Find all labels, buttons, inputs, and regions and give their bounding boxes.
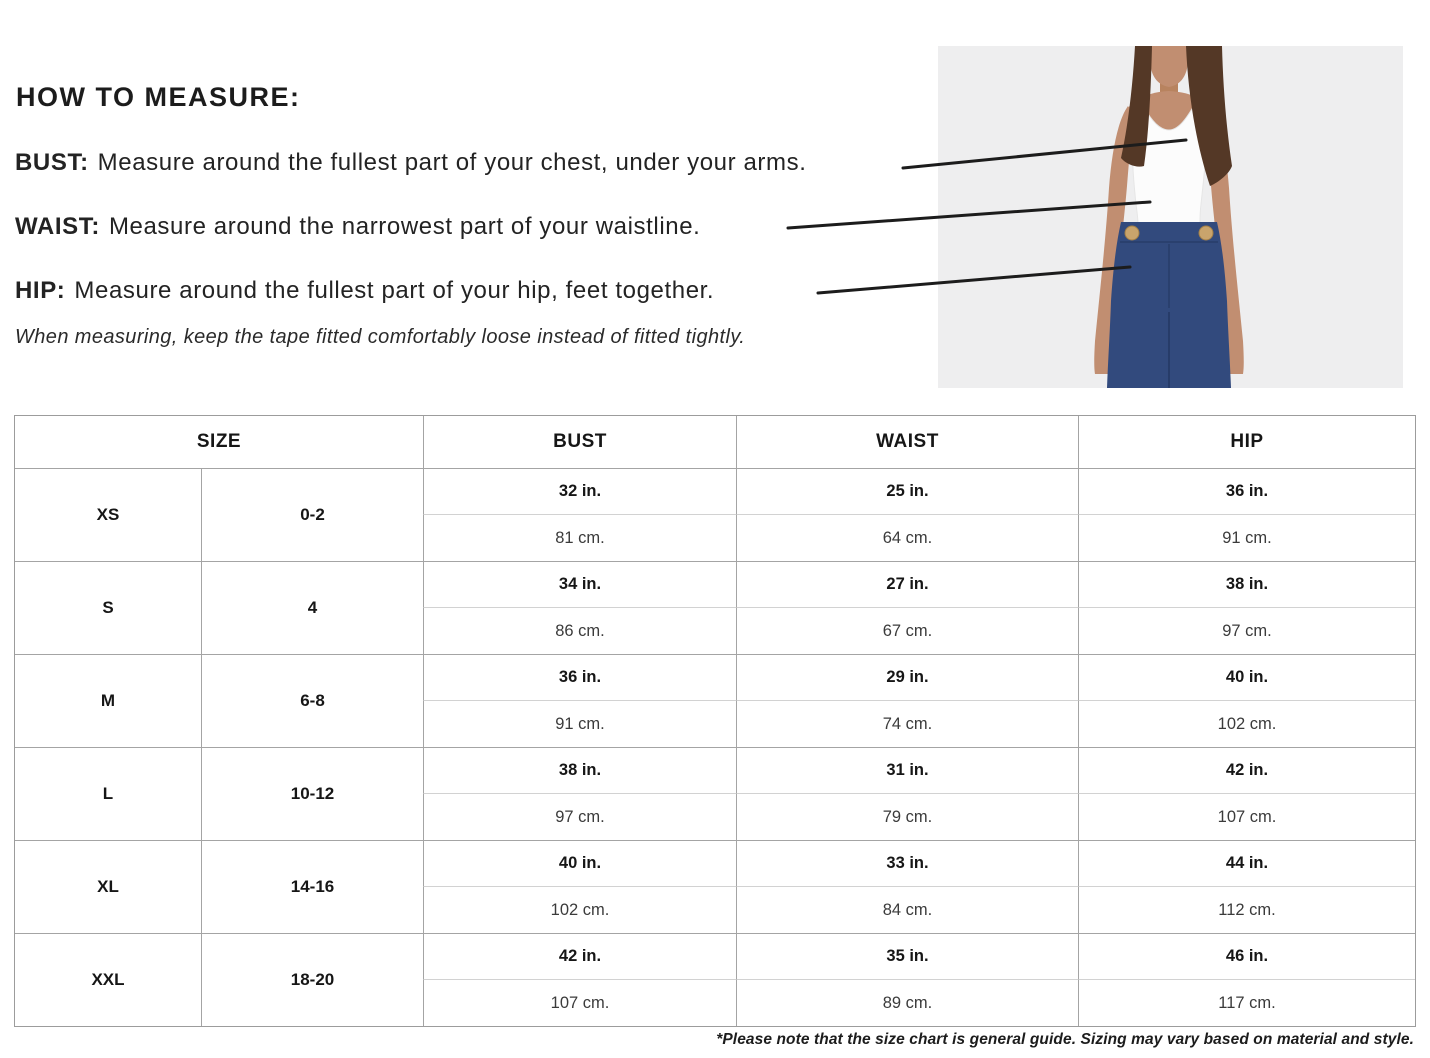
hip-inches: 36 in. [1078,469,1415,515]
size-row-xxl [15,933,1415,1026]
size-row-xl [15,840,1415,933]
bust-inches: 36 in. [423,655,736,701]
hip-cm: 117 cm. [1078,980,1415,1026]
waist-instruction [15,213,700,241]
waist-cm: 89 cm. [736,980,1078,1026]
bust-cm: 97 cm. [423,794,736,840]
column-header-hip: HIP [1078,416,1415,468]
bust-instruction-label: BUST: [15,149,89,176]
size-row-s [15,561,1415,654]
size-range: 10-12 [201,748,423,840]
bust-cm: 81 cm. [423,515,736,561]
size-row-l [15,747,1415,840]
size-label: XL [97,877,119,896]
size-label: M [100,691,116,710]
size-chart-footnote: *Please note that the size chart is general guide. Sizing may vary based on material and style. [716,1031,1414,1048]
hip-inches: 42 in. [1078,748,1415,794]
model-illustration [938,46,1403,388]
hip-inches: 38 in. [1078,562,1415,608]
waist-inches: 33 in. [736,841,1078,887]
size-range: 4 [201,562,423,654]
size-label: L [102,784,114,803]
column-header-size: SIZE [196,431,242,452]
waist-inches: 31 in. [736,748,1078,794]
hip-cm: 102 cm. [1078,701,1415,747]
size-label: S [102,598,114,617]
column-header-bust: BUST [423,416,736,468]
hip-inches: 44 in. [1078,841,1415,887]
hip-instruction-label: HIP: [15,277,66,304]
bust-cm: 86 cm. [423,608,736,654]
bust-instruction [15,149,806,177]
size-chart-header-row [15,416,1415,468]
waist-cm: 74 cm. [736,701,1078,747]
waist-cm: 84 cm. [736,887,1078,933]
hip-cm: 91 cm. [1078,515,1415,561]
hip-cm: 107 cm. [1078,794,1415,840]
hip-cm: 97 cm. [1078,608,1415,654]
hip-instruction-text: Measure around the fullest part of your hip, feet together. [74,277,715,304]
waist-cm: 64 cm. [736,515,1078,561]
size-row-xs [15,468,1415,561]
bust-inches: 34 in. [423,562,736,608]
bust-cm: 107 cm. [423,980,736,1026]
bust-cm: 91 cm. [423,701,736,747]
hip-instruction [15,277,714,305]
size-label: XXL [91,970,125,989]
measuring-note: When measuring, keep the tape fitted comfortably loose instead of fitted tightly. [15,326,746,348]
waist-cm: 67 cm. [736,608,1078,654]
waist-inches: 29 in. [736,655,1078,701]
waist-cm: 79 cm. [736,794,1078,840]
bust-inches: 38 in. [423,748,736,794]
size-range: 0-2 [201,469,423,561]
waist-instruction-label: WAIST: [15,213,100,240]
pants-left-button [1125,226,1139,240]
bust-instruction-text: Measure around the fullest part of your chest, under your arms. [97,149,807,176]
hip-inches: 40 in. [1078,655,1415,701]
bust-inches: 40 in. [423,841,736,887]
size-range: 14-16 [201,841,423,933]
hip-cm: 112 cm. [1078,887,1415,933]
pants-right-button [1199,226,1213,240]
waist-instruction-text: Measure around the narrowest part of your waistline. [108,213,701,240]
waist-inches: 27 in. [736,562,1078,608]
waist-inches: 25 in. [736,469,1078,515]
size-label: XS [96,505,120,524]
bust-inches: 42 in. [423,934,736,980]
waist-inches: 35 in. [736,934,1078,980]
bust-cm: 102 cm. [423,887,736,933]
size-range: 6-8 [201,655,423,747]
size-range: 18-20 [201,934,423,1026]
hip-inches: 46 in. [1078,934,1415,980]
page-title: HOW TO MEASURE: [16,82,301,112]
model-photo [938,46,1403,388]
size-chart-table [14,415,1416,1027]
column-header-waist: WAIST [736,416,1078,468]
bust-inches: 32 in. [423,469,736,515]
size-row-m [15,654,1415,747]
